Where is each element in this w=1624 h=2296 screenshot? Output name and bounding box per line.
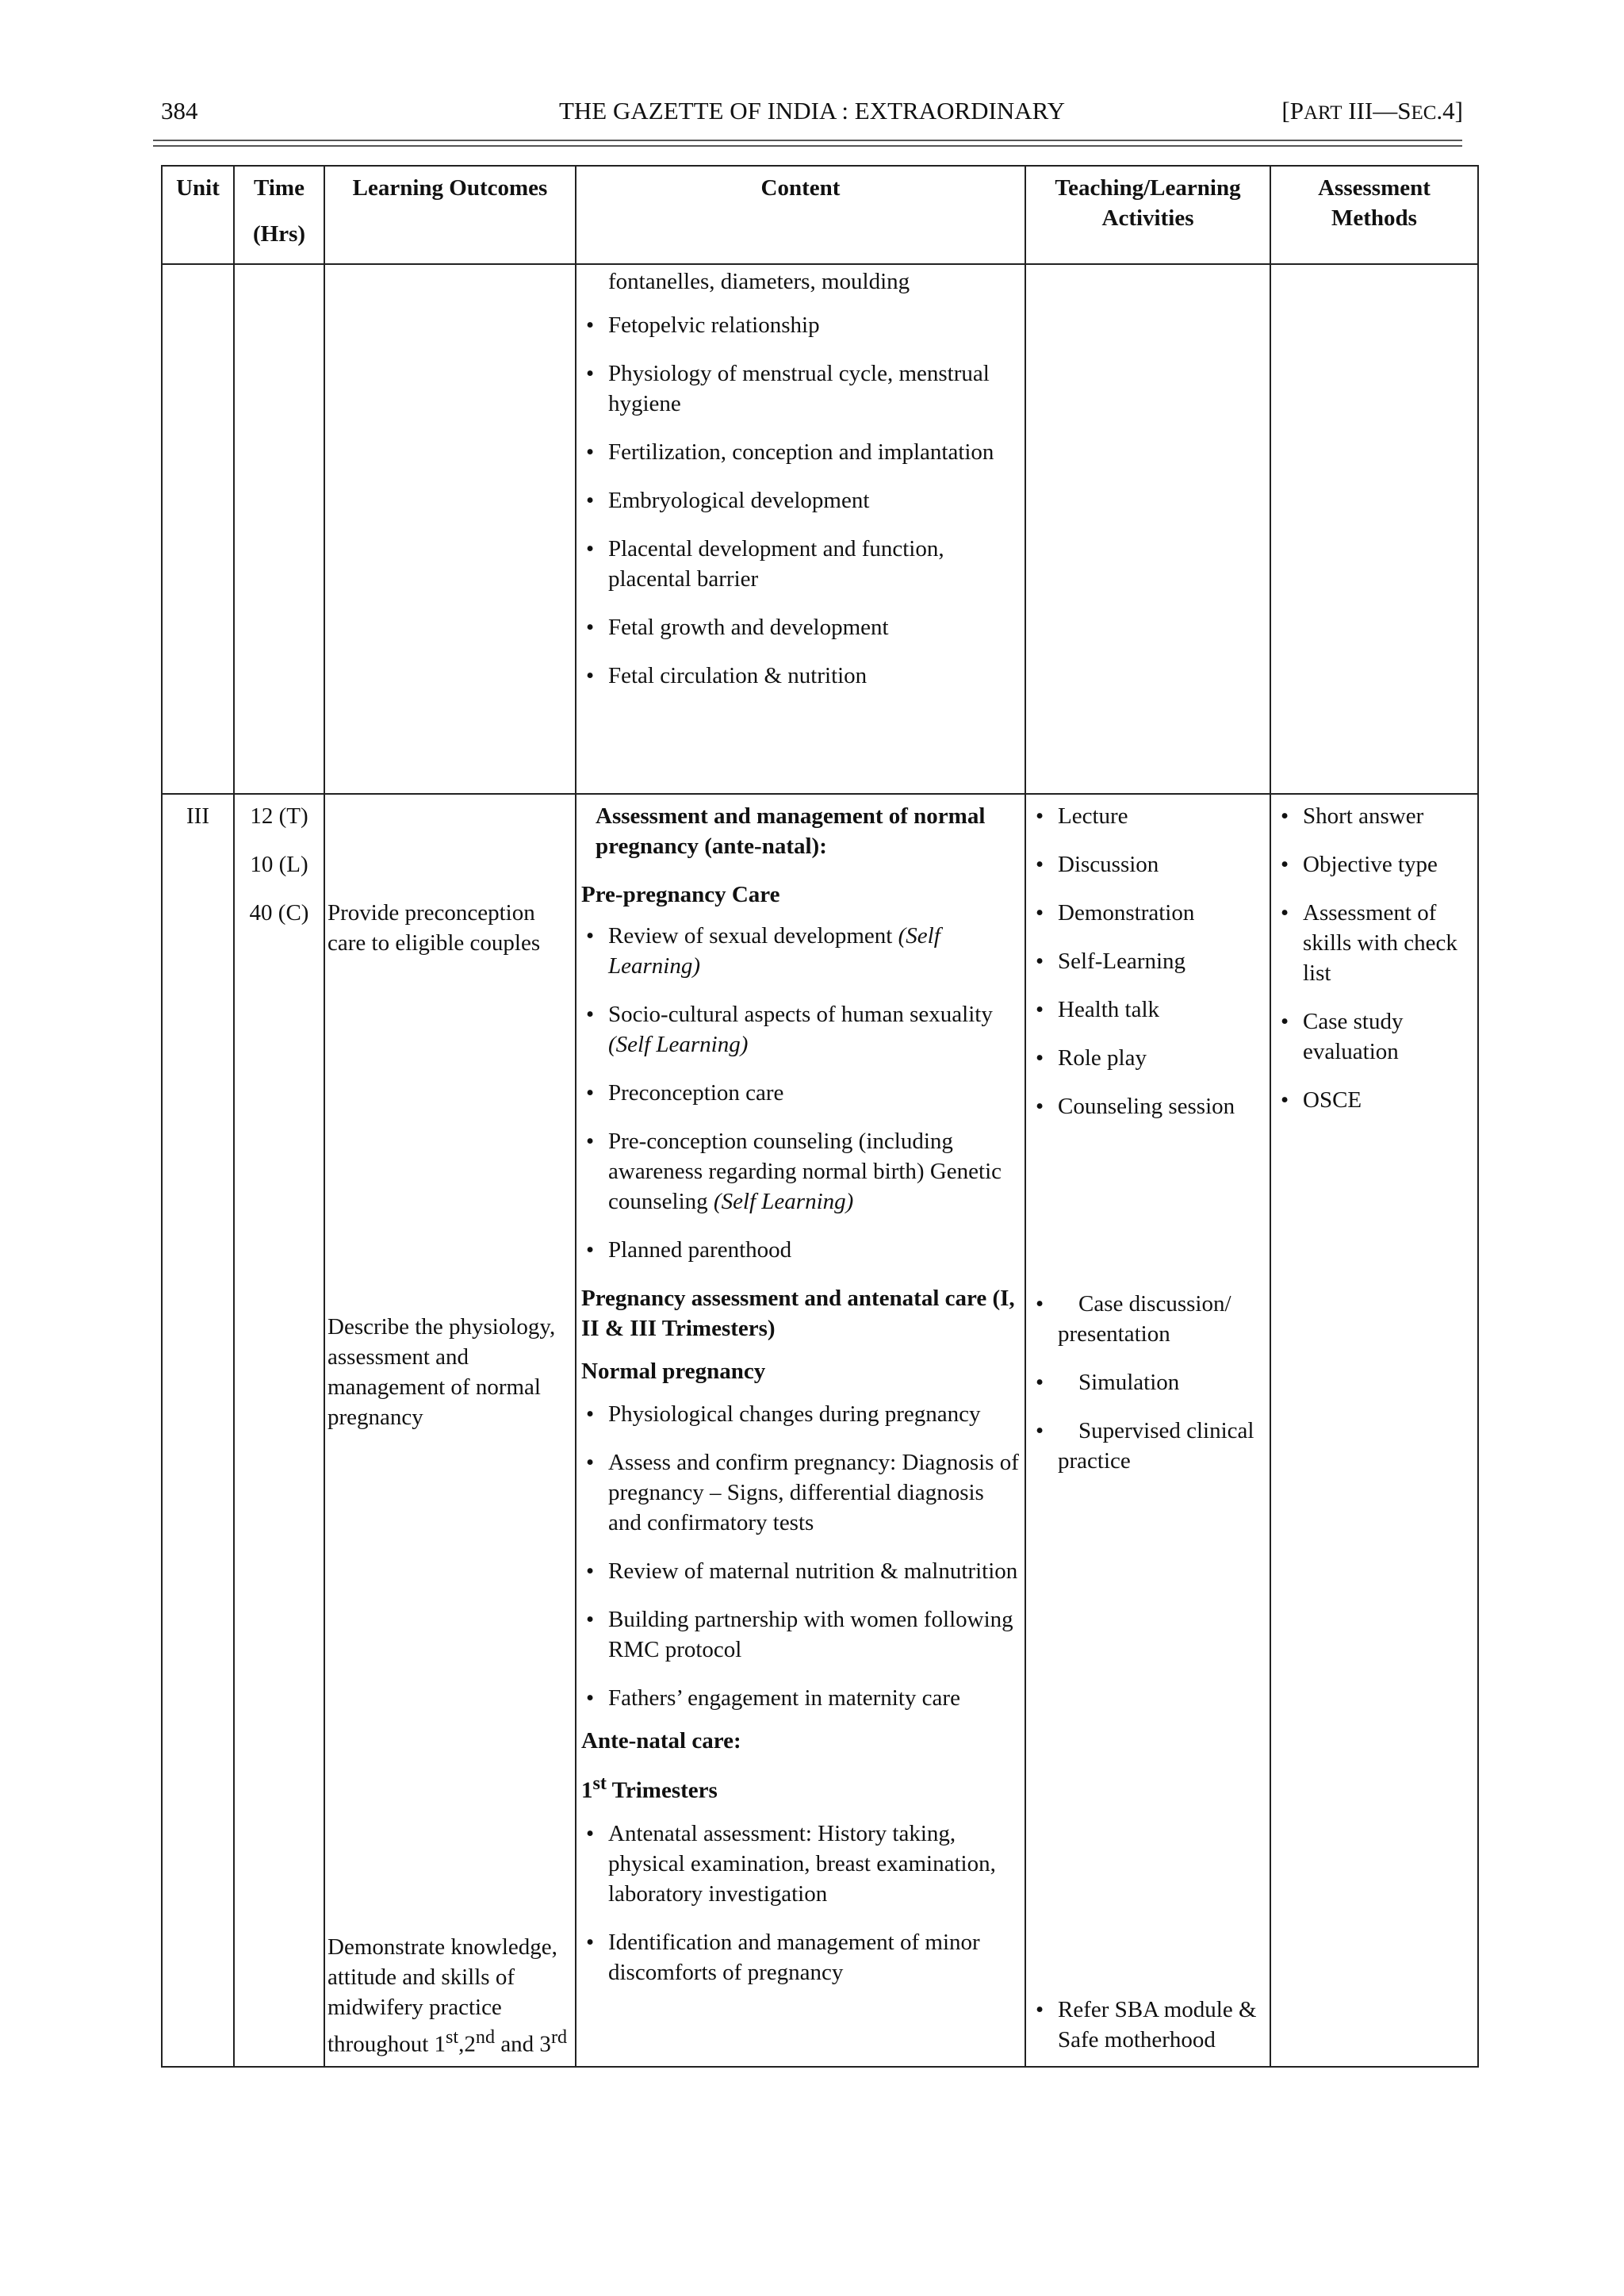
page-header [161, 97, 1463, 135]
list-item: • Counseling session [1031, 1091, 1265, 1121]
row1-time-cell [234, 264, 324, 794]
row2-activities-cell [1025, 794, 1270, 2067]
row2-assessment-cell [1270, 794, 1478, 2067]
pregnancy-assessment-heading: Pregnancy assessment and antenatal care (I, II & III Trimesters) [581, 1286, 1015, 1341]
first-trimester-heading: 1st Trimesters [581, 1773, 718, 1803]
time-clinical: 40 (C) [249, 900, 309, 926]
antenatal-care-heading: Ante-natal care: [581, 1728, 741, 1754]
list-item: • Placental development and function, placental barrier [581, 534, 1020, 594]
curriculum-table [161, 165, 1479, 2068]
list-item: • Short answer [1276, 801, 1473, 831]
list-item: • Self-Learning [1031, 946, 1265, 976]
list-item: • Fetopelvic relationship [581, 310, 1020, 340]
list-item: • Pre-conception counseling (including awareness regarding normal birth) Genetic counseling (Self Learning) [581, 1126, 1020, 1217]
row1-unit-cell [162, 264, 234, 794]
time-theory: 12 (T) [250, 803, 308, 829]
page-number: 384 [161, 97, 198, 125]
list-item: • Socio-cultural aspects of human sexuality (Self Learning) [581, 999, 1020, 1060]
col-header-unit: Unit [162, 166, 234, 264]
list-item: • Simulation [1031, 1367, 1265, 1397]
pre-pregnancy-list [581, 921, 1020, 1265]
list-item: • Case study evaluation [1276, 1006, 1473, 1067]
pre-pregnancy-heading: Pre-pregnancy Care [581, 882, 780, 907]
time-lab: 10 (L) [250, 852, 308, 877]
row2-content-cell [576, 794, 1025, 2067]
list-item: • Fetal circulation & nutrition [581, 661, 1020, 691]
list-item: • Supervised clinical practice [1031, 1416, 1265, 1476]
list-item: • Physiology of menstrual cycle, menstrual hygiene [581, 358, 1020, 419]
list-item: • OSCE [1276, 1085, 1473, 1115]
normal-pregnancy-heading: Normal pregnancy [581, 1359, 766, 1384]
list-item: • Embryological development [581, 485, 1020, 516]
row1-outcomes-cell [324, 264, 576, 794]
list-item: • Lecture [1031, 801, 1265, 831]
list-item: • Assess and confirm pregnancy: Diagnosis of pregnancy – Signs, differential diagnosis and confirmatory tests [581, 1447, 1020, 1538]
col-header-assessment-methods: Assessment Methods [1270, 166, 1478, 264]
row2-unit-cell [162, 794, 234, 2067]
outcome-midwifery-practice: Demonstrate knowledge, attitude and skills of midwifery practice throughout 1st,2nd and 3rd [327, 1934, 568, 2057]
unit-number: III [186, 803, 209, 829]
row2-time-cell [234, 794, 324, 2067]
list-item: • Role play [1031, 1043, 1265, 1073]
reference-list [1031, 1995, 1265, 2055]
table-row [162, 264, 1478, 794]
row1-assessment-cell [1270, 264, 1478, 794]
col-header-time: Time (Hrs) [234, 166, 324, 264]
list-item: • Preconception care [581, 1078, 1020, 1108]
assessment-methods-list [1276, 801, 1473, 1115]
list-item: • Refer SBA module & Safe motherhood [1031, 1995, 1265, 2055]
gazette-title: THE GAZETTE OF INDIA : EXTRAORDINARY [558, 97, 1066, 125]
row2-outcomes-cell [324, 794, 576, 2067]
list-item: • Review of maternal nutrition & malnutrition [581, 1556, 1020, 1586]
col-header-teaching-activities: Teaching/Learning Activities [1025, 166, 1270, 264]
list-item: • Fetal growth and development [581, 612, 1020, 642]
list-item: • Physiological changes during pregnancy [581, 1399, 1020, 1429]
col-header-content: Content [576, 166, 1025, 264]
header-rule-bottom [153, 145, 1462, 147]
list-item: • Fathers’ engagement in maternity care [581, 1683, 1020, 1713]
list-item: • Fertilization, conception and implantation [581, 437, 1020, 467]
list-item: • Health talk [1031, 995, 1265, 1025]
list-item: • Discussion [1031, 849, 1265, 880]
list-item: • Building partnership with women following RMC protocol [581, 1604, 1020, 1665]
list-item: • Case discussion/ presentation [1031, 1289, 1265, 1349]
header-rule-top [153, 140, 1462, 141]
content-main-heading: Assessment and management of normal pregnancy (ante-natal): [596, 803, 986, 859]
content-continuation: fontanelles, diameters, moulding [608, 269, 910, 294]
activities-list [1031, 801, 1265, 1121]
list-item: • Identification and management of minor discomforts of pregnancy [581, 1927, 1020, 1987]
clinical-activities-list [1031, 1289, 1265, 1476]
list-item: • Antenatal assessment: History taking, physical examination, breast examination, laboratory investigation [581, 1819, 1020, 1909]
table-header-row [162, 166, 1478, 264]
list-item: • Review of sexual development (Self Learning) [581, 921, 1020, 981]
list-item: • Planned parenthood [581, 1235, 1020, 1265]
row1-content-cell [576, 264, 1025, 794]
row1-activities-cell [1025, 264, 1270, 794]
outcome-normal-pregnancy: Describe the physiology, assessment and management of normal pregnancy [327, 1314, 556, 1430]
section-reference: [PART III—SEC.4] [1281, 97, 1463, 125]
list-item: • Objective type [1276, 849, 1473, 880]
list-item: • Assessment of skills with check list [1276, 898, 1473, 988]
normal-pregnancy-list [581, 1399, 1020, 1713]
table-row [162, 794, 1478, 2067]
content-list [581, 310, 1020, 691]
first-trimester-list [581, 1819, 1020, 1987]
outcome-preconception: Provide preconception care to eligible couples [327, 900, 541, 956]
col-header-learning-outcomes: Learning Outcomes [324, 166, 576, 264]
list-item: • Demonstration [1031, 898, 1265, 928]
